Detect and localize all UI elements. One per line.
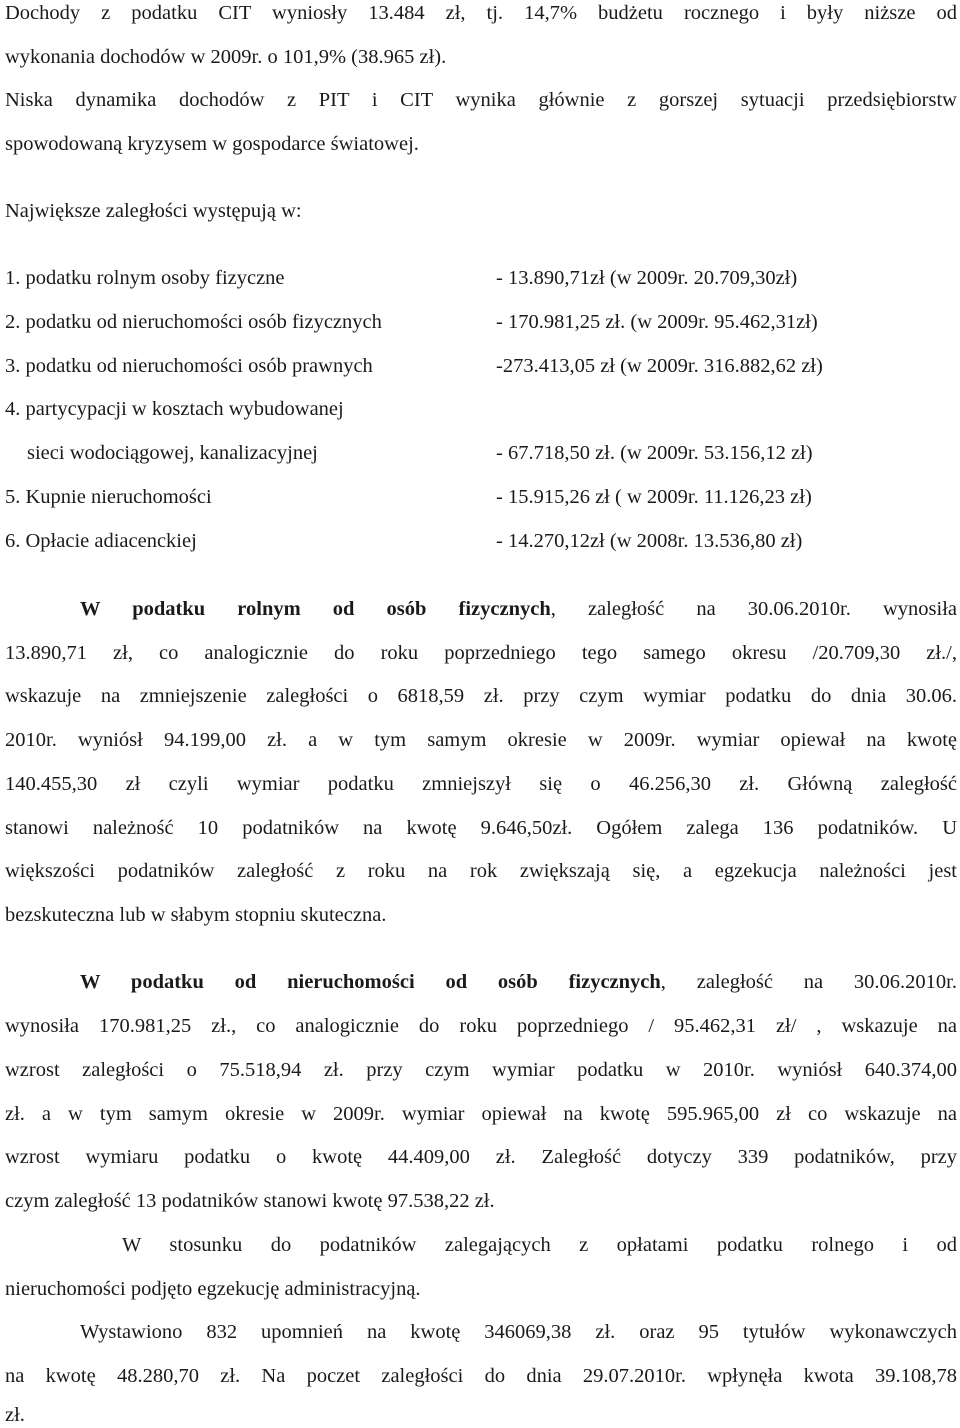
para1-line: bezskuteczna lub w słabym stopniu skuteczna. <box>5 904 387 926</box>
arrears-item-label: 6. Opłacie adiacenckiej <box>5 530 197 552</box>
arrears-item-amount: - 13.890,71zł (w 2009r. 20.709,30zł) <box>496 267 798 289</box>
para1-line: 13.890,71 zł, co analogicznie do roku poprzedniego tego samego okresu /20.709,30 zł./, <box>5 642 957 664</box>
para4-line: zł. <box>5 1404 25 1426</box>
arrears-item-label: 1. podatku rolnym osoby fizyczne <box>5 267 285 289</box>
para1-first-line <box>80 596 957 622</box>
para2-first-line <box>80 969 957 995</box>
intro-line-1: Dochody z podatku CIT wyniosły 13.484 zł, tj. 14,7% budżetu rocznego i były niższe od <box>5 2 957 24</box>
arrears-item-label: sieci wodociągowej, kanalizacyjnej <box>27 442 318 464</box>
para1-line: 140.455,30 zł czyli wymiar podatku zmniejszył się o 46.256,30 zł. Główną zaległość <box>5 773 957 795</box>
para2-line: czym zaległość 13 podatników stanowi kwotę 97.538,22 zł. <box>5 1190 495 1212</box>
para1-line: 2010r. wyniósł 94.199,00 zł. a w tym samym okresie w 2009r. wymiar opiewał na kwotę <box>5 729 957 751</box>
arrears-item-amount: - 14.270,12zł (w 2008r. 13.536,80 zł) <box>496 530 803 552</box>
arrears-item-label: 4. partycypacji w kosztach wybudowanej <box>5 398 344 420</box>
para2-line: wzrost wymiaru podatku o kwotę 44.409,00 zł. Zaległość dotyczy 339 podatników, przy <box>5 1146 957 1168</box>
arrears-item-amount: - 15.915,26 zł ( w 2009r. 11.126,23 zł) <box>496 486 812 508</box>
para1-first-rest: , zaległość na 30.06.2010r. wynosiła <box>550 598 957 620</box>
intro-line-2: wykonania dochodów w 2009r. o 101,9% (38.965 zł). <box>5 46 447 68</box>
para4-first-line: Wystawiono 832 upomnień na kwotę 346069,38 zł. oraz 95 tytułów wykonawczych <box>80 1321 957 1343</box>
intro-line-3: Niska dynamika dochodów z PIT i CIT wynika głównie z gorszej sytuacji przedsiębiorstw <box>5 89 957 111</box>
arrears-item-label: 5. Kupnie nieruchomości <box>5 486 212 508</box>
para2-first-rest: , zaległość na 30.06.2010r. <box>660 971 957 993</box>
arrears-item-amount: - 170.981,25 zł. (w 2009r. 95.462,31zł) <box>496 311 818 333</box>
arrears-item-label: 2. podatku od nieruchomości osób fizycznych <box>5 311 382 333</box>
para3-first-line: W stosunku do podatników zalegających z opłatami podatku rolnego i od <box>122 1234 957 1256</box>
para3-line: nieruchomości podjęto egzekucję administracyjną. <box>5 1278 421 1300</box>
para2-line: zł. a w tym samym okresie w 2009r. wymiar opiewał na kwotę 595.965,00 zł co wskazuje na <box>5 1103 957 1125</box>
intro-line-4: spowodowaną kryzysem w gospodarce światowej. <box>5 133 419 155</box>
para1-line: większości podatników zaległość z roku na rok zwiększają się, a egzekucja należności jest <box>5 860 957 882</box>
arrears-item-amount: - 67.718,50 zł. (w 2009r. 53.156,12 zł) <box>496 442 813 464</box>
arrears-item-amount: -273.413,05 zł (w 2009r. 316.882,62 zł) <box>496 355 823 377</box>
arrears-heading: Największe zaległości występują w: <box>5 200 302 222</box>
para1-line: wskazuje na zmniejszenie zaległości o 6818,59 zł. przy czym wymiar podatku do dnia 30.06. <box>5 685 957 707</box>
para1-bold-heading: W podatku rolnym od osób fizycznych <box>80 598 551 620</box>
para2-line: wynosiła 170.981,25 zł., co analogicznie do roku poprzedniego / 95.462,31 zł/ , wskazuje na <box>5 1015 957 1037</box>
para2-bold-heading: W podatku od nieruchomości od osób fizycznych <box>80 971 661 993</box>
para1-line: stanowi należność 10 podatników na kwotę 9.646,50zł. Ogółem zalega 136 podatników. U <box>5 817 957 839</box>
arrears-item-label: 3. podatku od nieruchomości osób prawnych <box>5 355 373 377</box>
para2-line: wzrost zaległości o 75.518,94 zł. przy czym wymiar podatku w 2010r. wyniósł 640.374,00 <box>5 1059 957 1081</box>
para4-line: na kwotę 48.280,70 zł. Na poczet zaległości do dnia 29.07.2010r. wpłynęła kwota 39.108,78 <box>5 1365 957 1387</box>
